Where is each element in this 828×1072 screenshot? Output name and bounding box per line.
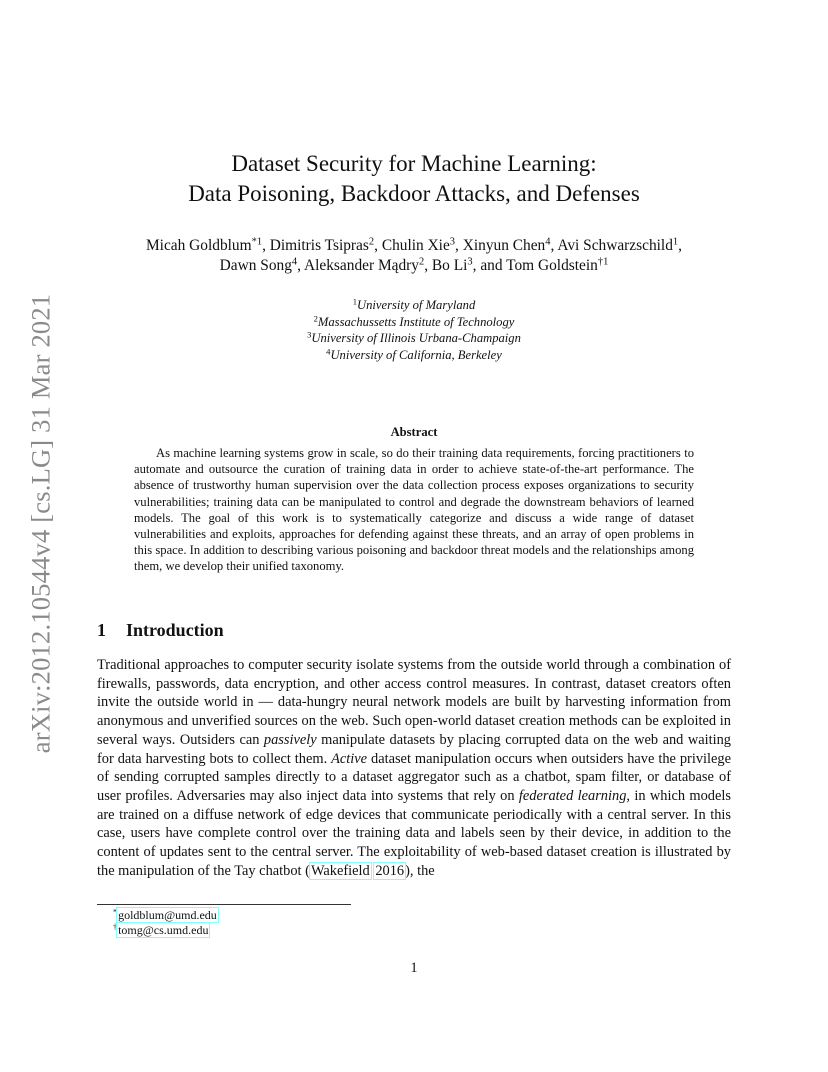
author-name: Xinyun Chen	[462, 237, 546, 254]
author-mark: 4	[545, 236, 551, 248]
author-mark: 2	[368, 236, 375, 248]
author-mark: 3	[449, 236, 456, 248]
page-number: 1	[410, 960, 418, 976]
author-name: Dimitris Tsipras	[269, 237, 369, 254]
author-mark: *1	[251, 236, 263, 248]
author-mark: 2	[418, 256, 425, 268]
title-line-1: Dataset Security for Machine Learning:	[231, 151, 597, 176]
affiliation: $^3$University of Illinois Urbana-Champaign	[307, 329, 521, 345]
author-mark: †1	[597, 256, 609, 268]
author-mark: 4	[291, 256, 298, 268]
affiliation-list	[0, 297, 828, 363]
footnote-rule	[97, 904, 351, 905]
title-line-2: Data Poisoning, Backdoor Attacks, and Defenses	[188, 181, 640, 206]
affiliation: $^4$University of California, Berkeley	[326, 345, 502, 362]
author-name: Bo Li	[431, 257, 468, 274]
affiliation: $^2$Massachussetts Institute of Technology	[313, 312, 515, 329]
section-title: Introduction	[126, 620, 224, 640]
author-mark: 1	[672, 236, 679, 248]
abstract-heading: Abstract	[390, 425, 438, 439]
footnote: †tomg@cs.umd.edu	[113, 922, 209, 937]
citation-link-year[interactable]: 2016	[375, 862, 405, 879]
paper-title	[0, 149, 828, 209]
author-name: Chulin Xie	[381, 237, 450, 254]
author-name: Avi Schwarzschild	[557, 237, 673, 254]
introduction-paragraph: Traditional approaches to computer security isolate systems from the outside world through a combination of firewalls, passwords, data encryption, and other access control measures. In contrast, dataset creators often invite the outside world in — data-hungry neural network models are built by harvesting information from anonymous and unverified sources on the web. Such open-world dataset creation methods can be exploited in several ways. Outsiders can passively manipulate datasets by placing corrupted data on the web and waiting for data harvesting bots to collect them. Active dataset manipulation occurs when outsiders have the privilege of sending corrupted samples directly to a dataset aggregator such as a chatbot, spam filter, or database of user profiles. Adversaries may also inject data into systems that rely on federated learning, in which models are trained on a diffuse network of edge devices that communicate periodically with a central server. In this case, users have complete control over the training data and labels seen by their device, in addition to the content of updates sent to the central server. The exploitability of web-based dataset creation is illustrated by the manipulation of the Tay chatbot (Wakefield 2016), the	[97, 657, 731, 879]
author-list	[0, 236, 828, 276]
section-number: 1	[97, 620, 106, 640]
email-link[interactable]: tomg@cs.umd.edu	[118, 923, 209, 937]
citation-link-author[interactable]: Wakefield	[310, 862, 370, 879]
abstract-text: As machine learning systems grow in scale, so do their training data requirements, forcing practitioners to automate and outsource the curation of training data in order to achieve state-of-the-art performance. The absence of trustworthy human supervision over the data collection process exposes organizations to security vulnerabilities; training data can be manipulated to control and degrade the downstream behaviors of learned models. The goal of this work is to systematically categorize and discuss a wide range of dataset vulnerabilities and exploits, approaches for defending against these threats, and an array of open problems in this space. In addition to describing various poisoning and backdoor threat models and the relationships among them, we develop their unified taxonomy.	[134, 446, 694, 574]
author-name: Micah Goldblum	[146, 237, 252, 254]
email-link[interactable]: goldblum@umd.edu	[118, 908, 217, 922]
arxiv-identifier: arXiv:2012.10544v4 [cs.LG] 31 Mar 2021	[25, 293, 56, 753]
author-name: Tom Goldstein	[506, 257, 598, 274]
author-line-2: Dawn Song$^4$, Aleksander Mądry$^2$, Bo Li$^3$, and Tom Goldstein$^{\dagger 1}$	[219, 256, 609, 274]
author-name: Dawn Song	[219, 257, 292, 274]
section-heading	[97, 620, 224, 641]
affiliation: $^1$University of Maryland	[352, 296, 476, 312]
footnote: *goldblum@umd.edu	[113, 907, 217, 922]
author-line-1: Micah Goldblum$^{*1}$, Dimitris Tsipras$^2$, Chulin Xie$^3$, Xinyun Chen$^4$, Avi Schwarzschild$^1$,	[146, 236, 682, 254]
author-name: Aleksander Mądry	[304, 257, 419, 274]
author-mark: 3	[467, 256, 473, 268]
